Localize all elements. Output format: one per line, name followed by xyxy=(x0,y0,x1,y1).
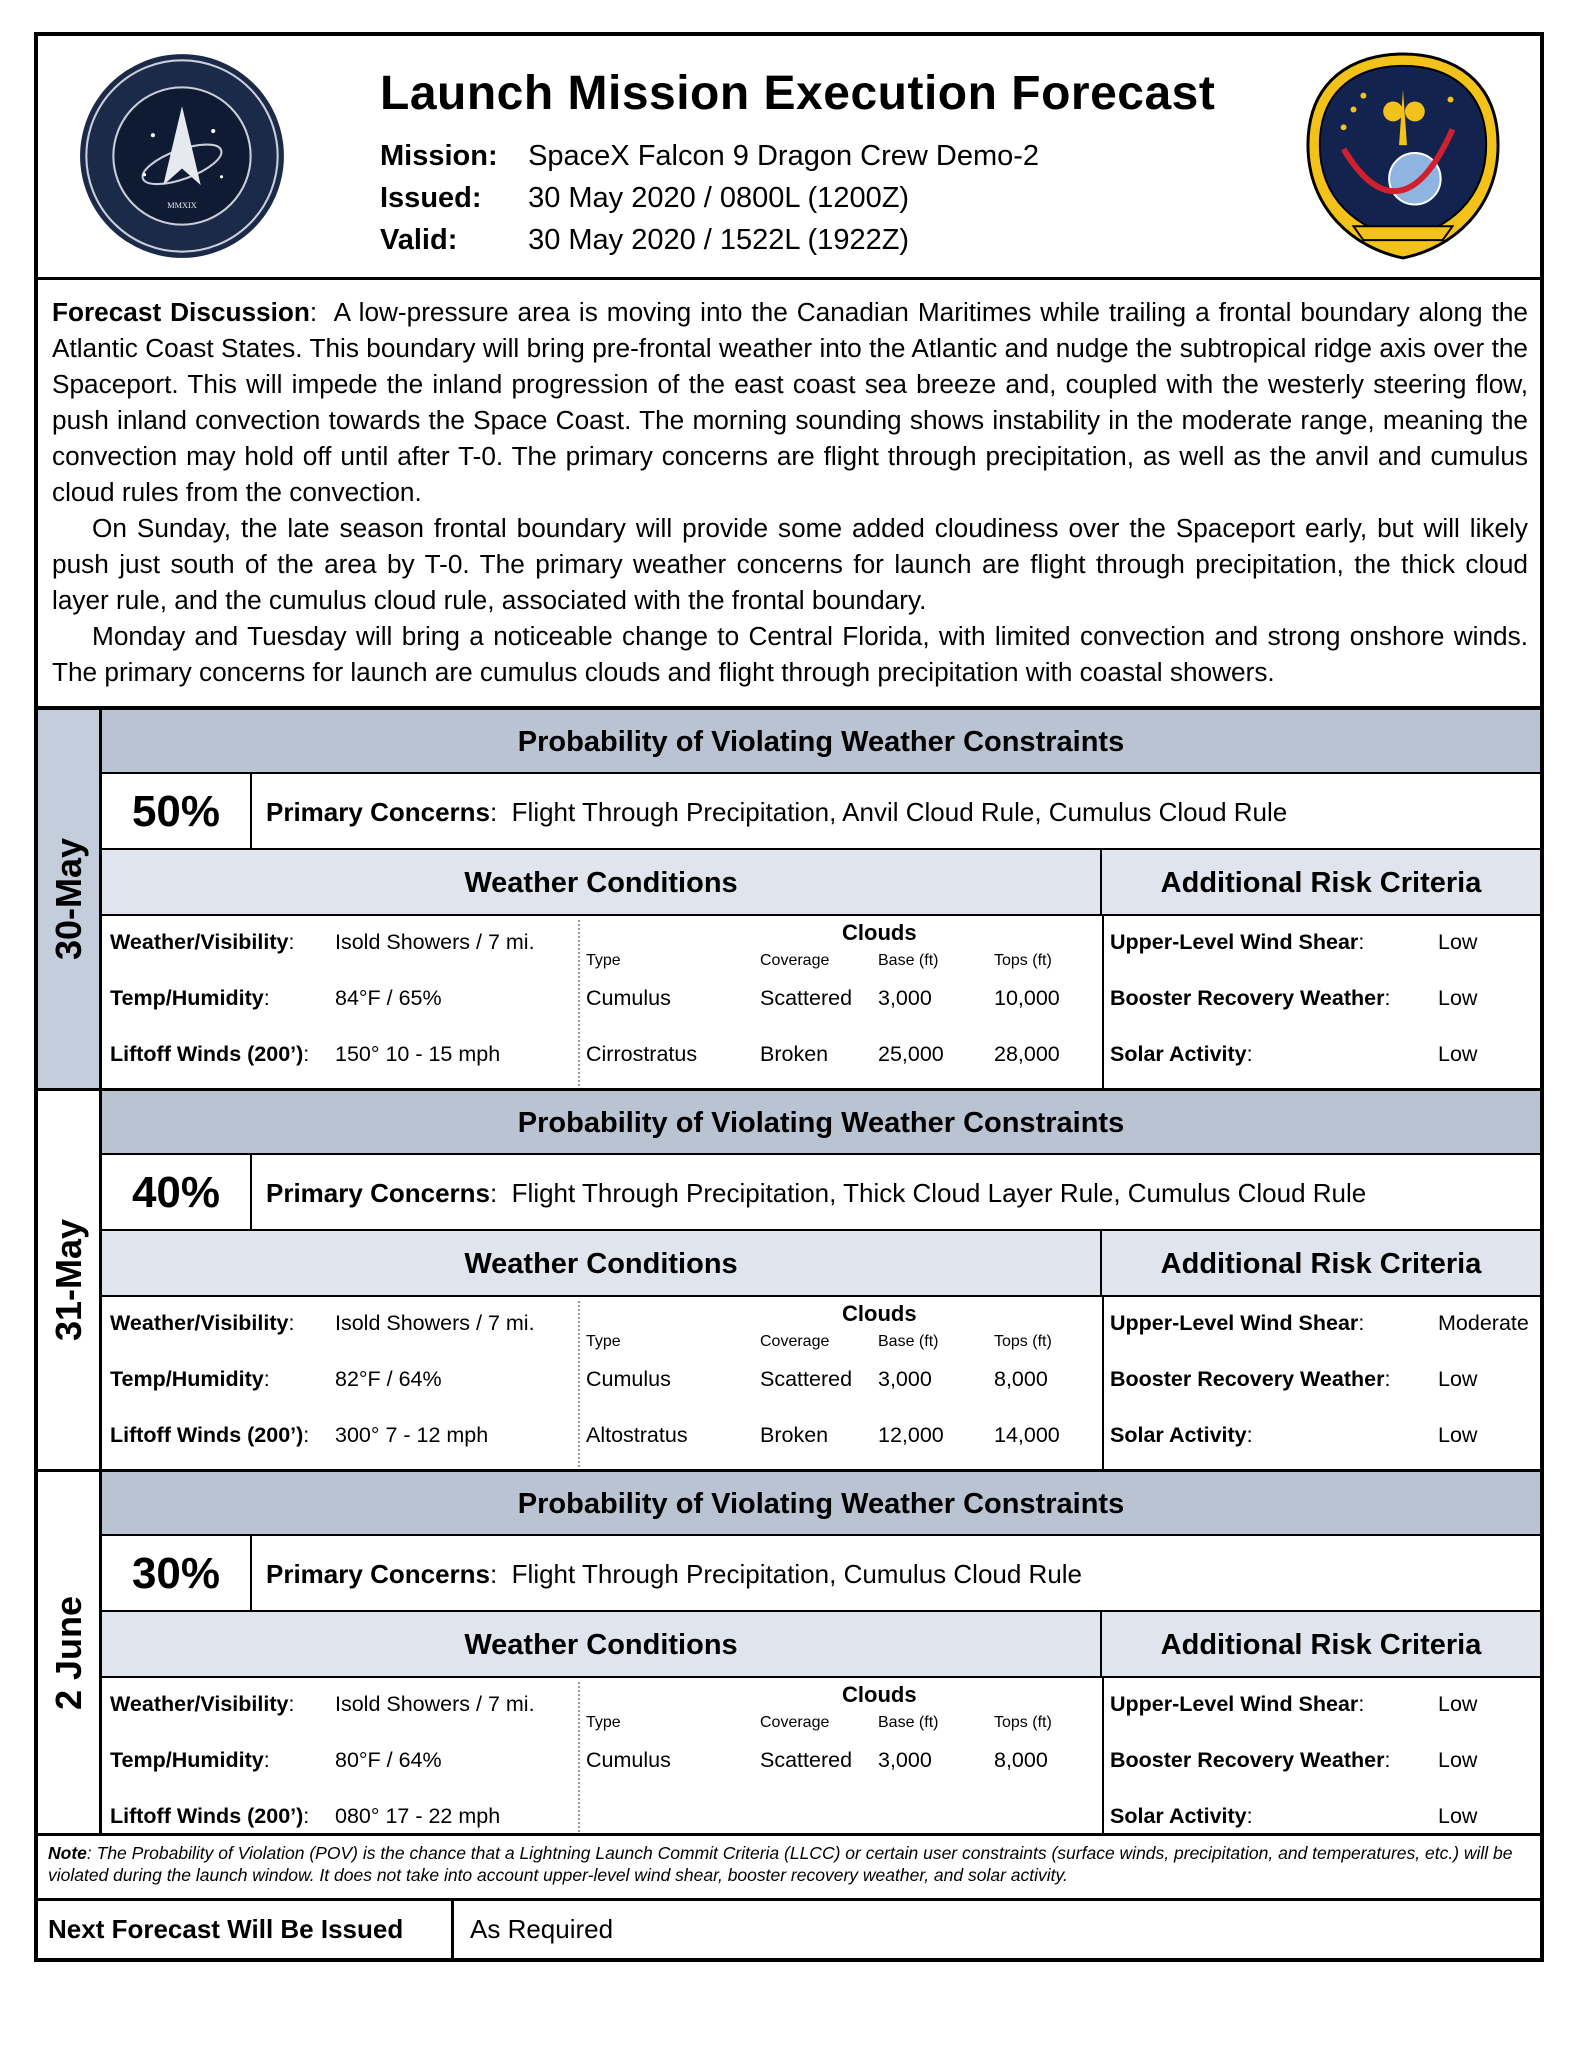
winds-value: 300° 7 - 12 mph xyxy=(335,1423,489,1447)
cloud-coverage: Scattered xyxy=(760,1367,853,1391)
cloud-type-header: Type xyxy=(586,1714,621,1731)
winds-value: 080° 17 - 22 mph xyxy=(335,1804,501,1828)
cloud-base-header: Base (ft) xyxy=(878,952,939,969)
cloud-type-header: Type xyxy=(586,1333,621,1350)
cloud-tops: 8,000 xyxy=(994,1748,1048,1772)
pov-percentage: 40% xyxy=(102,1155,252,1229)
pov-row xyxy=(102,1536,1540,1612)
cloud-coverage: Scattered xyxy=(760,986,853,1010)
risk-criteria-heading: Additional Risk Criteria xyxy=(1160,1248,1482,1280)
primary-concerns: Primary Concerns: Flight Through Precipitation, Anvil Cloud Rule, Cumulus Cloud Rule xyxy=(266,797,1288,827)
divider xyxy=(578,1682,580,1832)
weather-conditions-heading: Weather Conditions xyxy=(102,850,1102,914)
day-date: 31-May xyxy=(47,1218,89,1342)
divider xyxy=(1102,916,1104,1088)
temp-hum-label: Temp/Humidity xyxy=(110,986,264,1010)
pov-percentage: 50% xyxy=(102,774,252,848)
page-title: Launch Mission Execution Forecast xyxy=(380,67,1216,120)
primary-concerns-value: Flight Through Precipitation, Anvil Cloud Rule, Cumulus Cloud Rule xyxy=(511,797,1288,827)
header xyxy=(38,36,1540,280)
winds-label: Liftoff Winds (200’) xyxy=(110,1042,304,1066)
temp-hum-value: 84°F / 65% xyxy=(335,986,442,1010)
clouds-heading: Clouds xyxy=(842,920,917,945)
pov-percentage: 30% xyxy=(102,1536,252,1610)
conditions-body: Weather/Visibility: Isold Showers / 7 mi. Temp/Humidity: 82°F / 64% Liftoff Winds (200’): 300° 7 - 12 mph Clouds Type Coverage Base (ft) Tops (ft) Cumulus Scattered 3,000 8,000 Altostratus Broken 12,000 14,000 Upper-Level Wind Shear: Moderate Booster Recovery Weather: Low Solar Activity: Low xyxy=(102,1297,1540,1469)
cloud-tops-header: Tops (ft) xyxy=(994,952,1052,969)
solar-label: Solar Activity xyxy=(1110,1423,1247,1447)
wind-shear-value: Low xyxy=(1438,1692,1478,1716)
cloud-coverage: Broken xyxy=(760,1423,829,1447)
pov-row xyxy=(102,774,1540,850)
cloud-type: Cumulus xyxy=(586,1367,671,1391)
solar-value: Low xyxy=(1438,1423,1478,1447)
cloud-base-header: Base (ft) xyxy=(878,1714,939,1731)
cloud-base: 3,000 xyxy=(878,1748,932,1772)
cloud-base: 3,000 xyxy=(878,986,932,1010)
cloud-tops: 14,000 xyxy=(994,1423,1060,1447)
day-date: 30-May xyxy=(47,837,89,961)
divider xyxy=(1102,1297,1104,1469)
space-force-seal-icon xyxy=(78,52,286,260)
divider xyxy=(1102,1678,1104,1833)
booster-label: Booster Recovery Weather xyxy=(1110,1367,1385,1391)
conditions-body: Weather/Visibility: Isold Showers / 7 mi. Temp/Humidity: 80°F / 64% Liftoff Winds (200’): 080° 17 - 22 mph Clouds Type Coverage Base (ft) Tops (ft) Cumulus Scattered 3,000 8,000 Upper-Level Wind Shear: Low Booster Recovery Weather: Low Solar Activity: Low xyxy=(102,1678,1540,1833)
pov-heading: Probability of Violating Weather Constraints xyxy=(102,710,1540,774)
forecast-discussion: Forecast Discussion: A low-pressure area is moving into the Canadian Maritimes while trailing a frontal boundary along the Atlantic Coast States. This boundary will bring pre-frontal weather into the Atlantic and nudge the subtropical ridge axis over the Spaceport. This will impede the inland progression of the east coast sea breeze and, coupled with the westerly steering flow, push inland convection towards the Space Coast. The morning sounding shows instability in the moderate range, meaning the convection may hold off until after T-0. The primary concerns are flight through precipitation, as well as the anvil and cumulus cloud rules from the convection. On Sunday, the late season frontal boundary will provide some added cloudiness over the Spaceport early, but will likely push just south of the area by T-0. The primary weather concerns for launch are flight through precipitation, the thick cloud layer rule, and the cumulus cloud rule, associated with the frontal boundary. Monday and Tuesday will bring a noticeable change to Central Florida, with limited convection and strong onshore winds. The primary concerns for launch are cumulus clouds and flight through precipitation with coastal showers. xyxy=(38,280,1540,710)
primary-concerns: Primary Concerns: Flight Through Precipitation, Thick Cloud Layer Rule, Cumulus Cloud Rule xyxy=(266,1178,1367,1208)
section-headings xyxy=(102,1612,1540,1678)
winds-label: Liftoff Winds (200’) xyxy=(110,1423,304,1447)
pov-row xyxy=(102,1155,1540,1231)
day-date: 2 June xyxy=(47,1595,89,1710)
primary-concerns-value: Flight Through Precipitation, Cumulus Cloud Rule xyxy=(511,1559,1083,1589)
svg-text:MMXIX: MMXIX xyxy=(167,201,197,210)
risk-criteria-heading: Additional Risk Criteria xyxy=(1160,1629,1482,1661)
booster-value: Low xyxy=(1438,1367,1478,1391)
discussion-label: Forecast Discussion xyxy=(52,297,310,327)
solar-value: Low xyxy=(1438,1804,1478,1828)
note-text: The Probability of Violation (POV) is the chance that a Lightning Launch Commit Criteria (LLCC) or certain user constraints (surface winds, precipitation, and temperatures, etc.) will be violated during the launch window. It does not take into account upper-level wind shear, booster recovery weather, and solar activity. xyxy=(48,1843,1513,1885)
wind-shear-label: Upper-Level Wind Shear xyxy=(1110,1692,1359,1716)
pov-note: Note: The Probability of Violation (POV) is the chance that a Lightning Launch Commit Criteria (LLCC) or certain user constraints (surface winds, precipitation, and temperatures, etc.) will be violated during the launch window. It does not take into account upper-level wind shear, booster recovery weather, and solar activity. xyxy=(38,1836,1540,1901)
temp-hum-value: 82°F / 64% xyxy=(335,1367,442,1391)
solar-label: Solar Activity xyxy=(1110,1042,1247,1066)
day-side-label xyxy=(38,1472,102,1833)
cloud-type: Cirrostratus xyxy=(586,1042,698,1066)
mission-value: SpaceX Falcon 9 Dragon Crew Demo-2 xyxy=(528,140,1040,172)
valid-value: 30 May 2020 / 1522L (1922Z) xyxy=(528,224,910,256)
wind-shear-label: Upper-Level Wind Shear xyxy=(1110,930,1359,954)
cloud-coverage-header: Coverage xyxy=(760,952,830,969)
valid-label: Valid xyxy=(380,224,448,256)
issued-label: Issued xyxy=(380,182,472,214)
temp-hum-label: Temp/Humidity xyxy=(110,1367,264,1391)
cloud-base-header: Base (ft) xyxy=(878,1333,939,1350)
temp-hum-label: Temp/Humidity xyxy=(110,1748,264,1772)
cloud-base: 3,000 xyxy=(878,1367,932,1391)
section-headings xyxy=(102,850,1540,916)
next-forecast-row xyxy=(38,1901,1540,1958)
cloud-type-header: Type xyxy=(586,952,621,969)
cloud-tops-header: Tops (ft) xyxy=(994,1333,1052,1350)
temp-hum-value: 80°F / 64% xyxy=(335,1748,442,1772)
wind-shear-value: Low xyxy=(1438,930,1478,954)
clouds-heading: Clouds xyxy=(842,1301,917,1326)
weather-squadron-patch-icon xyxy=(1304,50,1502,262)
next-forecast-value: As Required xyxy=(470,1914,614,1944)
pov-heading: Probability of Violating Weather Constraints xyxy=(102,1472,1540,1536)
issued-row: Issued: 30 May 2020 / 0800L (1200Z) xyxy=(380,182,910,214)
cloud-coverage: Broken xyxy=(760,1042,829,1066)
issued-value: 30 May 2020 / 0800L (1200Z) xyxy=(528,182,910,214)
cloud-coverage-header: Coverage xyxy=(760,1714,830,1731)
wind-shear-value: Moderate xyxy=(1438,1311,1529,1335)
wind-shear-label: Upper-Level Wind Shear xyxy=(1110,1311,1359,1335)
mission-row: Mission: SpaceX Falcon 9 Dragon Crew Demo-2 xyxy=(380,140,1040,172)
mission-label: Mission xyxy=(380,140,488,172)
day-side-label xyxy=(38,1091,102,1469)
discussion-paragraph-1: A low-pressure area is moving into the Canadian Maritimes while trailing a frontal boundary along the Atlantic Coast States. This boundary will bring pre-frontal weather into the Atlantic and nudge the subtropical ridge axis over the Spaceport. This will impede the inland progression of the east coast sea breeze and, coupled with the westerly steering flow, push inland convection towards the Space Coast. The morning sounding shows instability in the moderate range, meaning the convection may hold off until after T-0. The primary concerns are flight through precipitation, as well as the anvil and cumulus cloud rules from the convection. xyxy=(52,297,1528,507)
cloud-tops: 8,000 xyxy=(994,1367,1048,1391)
discussion-paragraph-3: Monday and Tuesday will bring a noticeable change to Central Florida, with limited convection and strong onshore winds. The primary concerns for launch are cumulus clouds and flight through precipitation with coastal showers. xyxy=(52,621,1528,687)
solar-value: Low xyxy=(1438,1042,1478,1066)
booster-label: Booster Recovery Weather xyxy=(1110,986,1385,1010)
divider xyxy=(578,920,580,1086)
cloud-type: Cumulus xyxy=(586,1748,671,1772)
note-label: Note xyxy=(48,1843,87,1863)
day-block-1 xyxy=(38,710,1540,1091)
day-side-label xyxy=(38,710,102,1088)
wx-vis-value: Isold Showers / 7 mi. xyxy=(335,930,535,954)
cloud-tops: 10,000 xyxy=(994,986,1060,1010)
day-block-2 xyxy=(38,1091,1540,1472)
cloud-tops: 28,000 xyxy=(994,1042,1060,1066)
wx-vis-label: Weather/Visibility xyxy=(110,930,289,954)
cloud-type: Cumulus xyxy=(586,986,671,1010)
weather-conditions-heading: Weather Conditions xyxy=(102,1231,1102,1295)
wx-vis-value: Isold Showers / 7 mi. xyxy=(335,1311,535,1335)
wx-vis-label: Weather/Visibility xyxy=(110,1692,289,1716)
risk-criteria-heading: Additional Risk Criteria xyxy=(1160,867,1482,899)
weather-conditions-heading: Weather Conditions xyxy=(102,1612,1102,1676)
wx-vis-label: Weather/Visibility xyxy=(110,1311,289,1335)
primary-concerns-value: Flight Through Precipitation, Thick Cloud Layer Rule, Cumulus Cloud Rule xyxy=(511,1178,1367,1208)
winds-value: 150° 10 - 15 mph xyxy=(335,1042,501,1066)
cloud-coverage: Scattered xyxy=(760,1748,853,1772)
next-forecast-label: Next Forecast Will Be Issued xyxy=(38,1901,454,1958)
winds-label: Liftoff Winds (200’) xyxy=(110,1804,304,1828)
cloud-coverage-header: Coverage xyxy=(760,1333,830,1350)
solar-label: Solar Activity xyxy=(1110,1804,1247,1828)
pov-heading: Probability of Violating Weather Constraints xyxy=(102,1091,1540,1155)
divider xyxy=(578,1301,580,1467)
primary-concerns: Primary Concerns: Flight Through Precipitation, Cumulus Cloud Rule xyxy=(266,1559,1083,1589)
valid-row: Valid: 30 May 2020 / 1522L (1922Z) xyxy=(380,224,910,256)
discussion-paragraph-2: On Sunday, the late season frontal boundary will provide some added cloudiness over the Spaceport early, but will likely push just south of the area by T-0. The primary weather concerns for launch are flight through precipitation, the thick cloud layer rule, and the cumulus cloud rule, associated with the frontal boundary. xyxy=(52,513,1528,615)
forecast-sheet xyxy=(34,32,1544,1962)
day-block-3 xyxy=(38,1472,1540,1836)
booster-value: Low xyxy=(1438,986,1478,1010)
conditions-body: Weather/Visibility: Isold Showers / 7 mi. Temp/Humidity: 84°F / 65% Liftoff Winds (200’): 150° 10 - 15 mph Clouds Type Coverage Base (ft) Tops (ft) Cumulus Scattered 3,000 10,000 Cirrostratus Broken 25,000 28,000 Upper-Level Wind Shear: Low Booster Recovery Weather: Low Solar Activity: Low xyxy=(102,916,1540,1088)
booster-label: Booster Recovery Weather xyxy=(1110,1748,1385,1772)
cloud-tops-header: Tops (ft) xyxy=(994,1714,1052,1731)
cloud-base: 12,000 xyxy=(878,1423,944,1447)
cloud-type: Altostratus xyxy=(586,1423,688,1447)
clouds-heading: Clouds xyxy=(842,1682,917,1707)
booster-value: Low xyxy=(1438,1748,1478,1772)
wx-vis-value: Isold Showers / 7 mi. xyxy=(335,1692,535,1716)
section-headings xyxy=(102,1231,1540,1297)
cloud-base: 25,000 xyxy=(878,1042,944,1066)
